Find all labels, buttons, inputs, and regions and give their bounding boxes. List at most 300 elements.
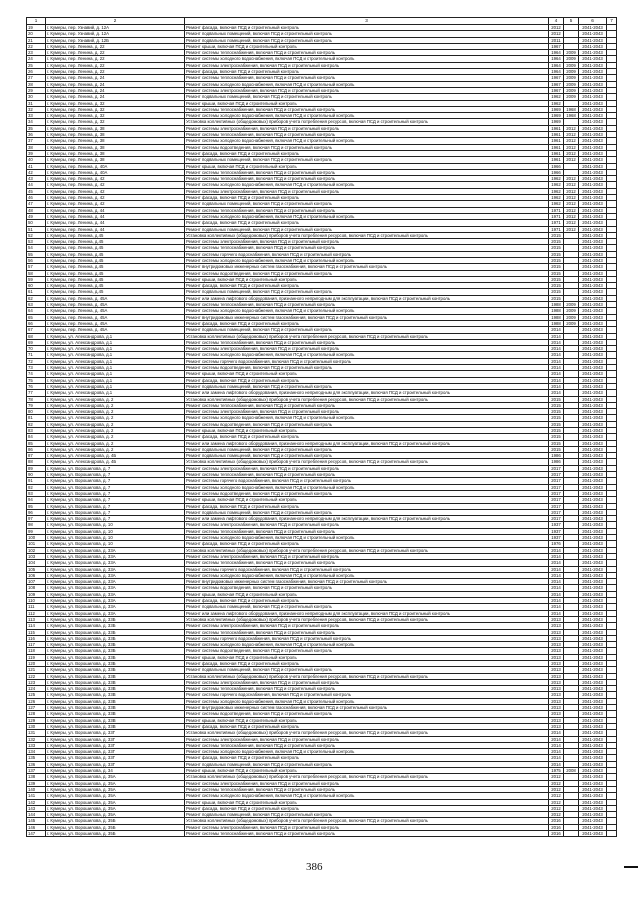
work-type-cell: Ремонт системы электроснабжения, включая ПСД и строительный контроль xyxy=(185,409,549,415)
build-year-cell: 2016 xyxy=(549,818,564,824)
work-type-cell: Ремонт системы холодного водоснабжения, включая ПСД и строительный контроль xyxy=(185,257,549,263)
planned-period-cell: 2041-2043 xyxy=(579,428,607,434)
row-number-cell: 53 xyxy=(27,239,46,245)
row-number-cell: 20 xyxy=(27,31,46,37)
row-number-cell: 44 xyxy=(27,182,46,188)
build-year-cell: 2013 xyxy=(549,635,564,641)
work-type-cell: Ремонт подвальных помещений, включая ПСД и строительный контроль xyxy=(185,31,549,37)
work-type-cell: Ремонт системы водоотведения, включая ПСД и строительный контроль xyxy=(185,490,549,496)
row-number-cell: 93 xyxy=(27,490,46,496)
planned-period-cell: 2041-2043 xyxy=(579,365,607,371)
planned-period-cell: 2041-2043 xyxy=(579,119,607,125)
row-number-cell: 29 xyxy=(27,87,46,93)
address-cell: г. Кумеры, ул. Ворошилова, д. 33А xyxy=(46,598,185,604)
planned-period-cell: 2041-2043 xyxy=(579,239,607,245)
row-number-cell: 37 xyxy=(27,138,46,144)
work-type-cell: Ремонт подвальных помещений, включая ПСД и строительный контроль xyxy=(185,157,549,163)
planned-period-cell: 2041-2043 xyxy=(579,799,607,805)
work-type-cell: Ремонт системы водоотведения, включая ПСД и строительный контроль xyxy=(185,365,549,371)
repair-year-cell: 2012 xyxy=(564,176,579,182)
planned-period-cell: 2041-2043 xyxy=(579,81,607,87)
row-number-cell: 95 xyxy=(27,503,46,509)
work-type-cell: Ремонт фасада, включая ПСД и строительный контроль xyxy=(185,755,549,761)
row-number-cell: 36 xyxy=(27,132,46,138)
address-cell: г. Кумеры, ул. Ворошилова, д. 33Б xyxy=(46,616,185,622)
build-year-cell: 2015 xyxy=(549,270,564,276)
build-year-cell: 2012 xyxy=(549,774,564,780)
planned-period-cell: 2041-2043 xyxy=(579,692,607,698)
row-number-cell: 86 xyxy=(27,446,46,452)
build-year-cell: 1961 xyxy=(549,138,564,144)
address-cell: г. Кумеры, ул. Ворошилова, д. 33А xyxy=(46,585,185,591)
work-type-cell: Ремонт системы холодного водоснабжения, включая ПСД и строительный контроль xyxy=(185,698,549,704)
address-cell: г. Кумеры, пер. Ленина, д. 24 xyxy=(46,94,185,100)
row-number-cell: 27 xyxy=(27,75,46,81)
row-number-cell: 83 xyxy=(27,428,46,434)
planned-period-cell: 2041-2043 xyxy=(579,195,607,201)
work-type-cell: Ремонт фасада, включая ПСД и строительный контроль xyxy=(185,805,549,811)
build-year-cell: 2016 xyxy=(549,831,564,837)
work-type-cell: Ремонт системы электроснабжения, включая ПСД и строительный контроль xyxy=(185,736,549,742)
row-number-cell: 98 xyxy=(27,522,46,528)
row-number-cell: 51 xyxy=(27,226,46,232)
build-year-cell: 2015 xyxy=(549,283,564,289)
address-cell: г. Кумеры, ул. Ворошилова, д. 33Б xyxy=(46,629,185,635)
work-type-cell: Ремонт системы теплоснабжения, включая ПСД и строительный контроль xyxy=(185,207,549,213)
work-type-cell: Ремонт системы теплоснабжения, включая ПСД и строительный контроль xyxy=(185,245,549,251)
row-number-cell: 73 xyxy=(27,365,46,371)
build-year-cell: 2014 xyxy=(549,585,564,591)
work-type-cell: Ремонт или замена лифтового оборудования, признанного непригодным для эксплуатации, включая ПСД и строительный контроль xyxy=(185,295,549,301)
address-cell: г. Кумеры, ул. Ворошилова, д. 33В xyxy=(46,673,185,679)
build-year-cell: 2014 xyxy=(549,553,564,559)
work-type-cell: Установка коллективных (общедомовых) приборов учета потребления ресурсов, включая ПСД и строительный контроль xyxy=(185,396,549,402)
build-year-cell: 1961 xyxy=(549,125,564,131)
row-number-cell: 127 xyxy=(27,705,46,711)
address-cell: г. Кумеры, ул. Ворошилова, д. 33В xyxy=(46,711,185,717)
repair-year-cell: 2012 xyxy=(564,201,579,207)
planned-period-cell: 2041-2043 xyxy=(579,616,607,622)
address-cell: г. Кумеры, пер. Узнавий, д. 12А xyxy=(46,25,185,31)
repair-year-cell: 2012 xyxy=(564,150,579,156)
row-number-cell: 92 xyxy=(27,484,46,490)
planned-period-cell: 2041-2043 xyxy=(579,812,607,818)
work-type-cell: Ремонт крыши, включая ПСД и строительный контроль xyxy=(185,591,549,597)
planned-period-cell: 2041-2043 xyxy=(579,25,607,31)
address-cell: г. Кумеры, ул. Ворошилова, д. 33Б xyxy=(46,667,185,673)
work-type-cell: Ремонт системы водоотведения, включая ПСД и строительный контроль xyxy=(185,421,549,427)
row-number-cell: 139 xyxy=(27,780,46,786)
row-number-cell: 87 xyxy=(27,453,46,459)
build-year-cell: 2014 xyxy=(549,547,564,553)
planned-period-cell: 2041-2043 xyxy=(579,150,607,156)
row-number-cell: 123 xyxy=(27,679,46,685)
address-cell: г. Кумеры, пер. Ленина, д. 38 xyxy=(46,125,185,131)
address-cell: г. Кумеры, ул. Ворошилова, д. 7 xyxy=(46,478,185,484)
address-cell: г. Кумеры, ул. Александрова, д. 2 xyxy=(46,402,185,408)
planned-period-cell: 2041-2043 xyxy=(579,604,607,610)
build-year-cell: 1962 xyxy=(549,100,564,106)
address-cell: г. Кумеры, ул. Ворошилова, д. 7 xyxy=(46,516,185,522)
work-type-cell: Ремонт подвальных помещений, включая ПСД и строительный контроль xyxy=(185,94,549,100)
address-cell: г. Кумеры, ул. Ворошилова, д. 34 xyxy=(46,768,185,774)
work-type-cell: Установка коллективных (общедомовых) приборов учета потребления ресурсов, включая ПСД и строительный контроль xyxy=(185,119,549,125)
page-number: 386 xyxy=(306,861,323,873)
row-number-cell: 60 xyxy=(27,283,46,289)
table-header xyxy=(27,18,617,25)
address-cell: г. Кумеры, ул. Ворошилова, д. 35Б xyxy=(46,818,185,824)
build-year-cell: 2013 xyxy=(549,623,564,629)
address-cell: г. Кумеры, ул. Ворошилова, д. 35А xyxy=(46,793,185,799)
address-cell: г. Кумеры, пер. Ленина, д. 42 xyxy=(46,182,185,188)
work-type-cell: Ремонт системы электроснабжения, включая ПСД и строительный контроль xyxy=(185,125,549,131)
address-cell: г. Кумеры, пер. Ленина, д. 22 xyxy=(46,62,185,68)
planned-period-cell: 2041-2043 xyxy=(579,125,607,131)
work-type-cell: Ремонт системы водоотведения, включая ПСД и строительный контроль xyxy=(185,648,549,654)
build-year-cell: 2015 xyxy=(549,402,564,408)
build-year-cell: 1988 xyxy=(549,302,564,308)
build-year-cell: 2015 xyxy=(549,251,564,257)
build-year-cell: 1961 xyxy=(549,150,564,156)
work-type-cell: Ремонт системы водоотведения, включая ПСД и строительный контроль xyxy=(185,711,549,717)
work-type-cell: Ремонт системы холодного водоснабжения, включая ПСД и строительный контроль xyxy=(185,642,549,648)
repair-year-cell: 2012 xyxy=(564,144,579,150)
row-number-cell: 28 xyxy=(27,81,46,87)
header-col-1: 1 xyxy=(27,18,46,25)
work-type-cell: Ремонт подвальных помещений, включая ПСД и строительный контроль xyxy=(185,667,549,673)
address-cell: г. Кумеры, ул. Ворошилова, д. 10 xyxy=(46,522,185,528)
build-year-cell: 2013 xyxy=(549,654,564,660)
work-type-cell: Ремонт фасада, включая ПСД и строительный контроль xyxy=(185,503,549,509)
address-cell: г. Кумеры, пер. Ленина, д. 22 xyxy=(46,69,185,75)
address-cell: г. Кумеры, ул. Александрова, д.1 xyxy=(46,358,185,364)
planned-period-cell: 2041-2043 xyxy=(579,610,607,616)
build-year-cell: 2012 xyxy=(549,786,564,792)
row-number-cell: 126 xyxy=(27,698,46,704)
build-year-cell: 2014 xyxy=(549,579,564,585)
work-type-cell: Ремонт фасада, включая ПСД и строительный контроль xyxy=(185,150,549,156)
build-year-cell: 2013 xyxy=(549,673,564,679)
register-table xyxy=(26,17,617,837)
work-type-cell: Ремонт подвальных помещений, включая ПСД и строительный контроль xyxy=(185,201,549,207)
work-type-cell: Ремонт фасада, включая ПСД и строительный контроль xyxy=(185,195,549,201)
planned-period-cell: 2041-2043 xyxy=(579,201,607,207)
row-number-cell: 57 xyxy=(27,264,46,270)
work-type-cell: Ремонт системы теплоснабжения, включая ПСД и строительный контроль xyxy=(185,686,549,692)
build-year-cell: 2015 xyxy=(549,415,564,421)
planned-period-cell: 2041-2043 xyxy=(579,453,607,459)
address-cell: г. Кумеры, ул. Ворошилова, д. 35А xyxy=(46,799,185,805)
address-cell: г. Кумеры, пер. Ленина, д. 44 xyxy=(46,220,185,226)
work-type-cell: Ремонт системы теплоснабжения, включая ПСД и строительный контроль xyxy=(185,629,549,635)
planned-period-cell: 2041-2043 xyxy=(579,679,607,685)
work-type-cell: Ремонт подвальных помещений, включая ПСД и строительный контроль xyxy=(185,509,549,515)
planned-period-cell: 2041-2043 xyxy=(579,163,607,169)
work-type-cell: Ремонт системы теплоснабжения, включая ПСД и строительный контроль xyxy=(185,50,549,56)
header-col-3: 3 xyxy=(185,18,549,25)
row-number-cell: 117 xyxy=(27,642,46,648)
work-type-cell: Ремонт системы электроснабжения, включая ПСД и строительный контроль xyxy=(185,346,549,352)
planned-period-cell: 2041-2043 xyxy=(579,314,607,320)
planned-period-cell: 2041-2043 xyxy=(579,377,607,383)
planned-period-cell: 2041-2043 xyxy=(579,509,607,515)
row-number-cell: 84 xyxy=(27,434,46,440)
work-type-cell: Ремонт подвальных помещений, включая ПСД и строительный контроль xyxy=(185,446,549,452)
work-type-cell: Ремонт системы электроснабжения, включая ПСД и строительный контроль xyxy=(185,553,549,559)
address-cell: г. Кумеры, пер. Ленина, д. 40А xyxy=(46,163,185,169)
address-cell: г. Кумеры, пер. Ленина, д. 40А xyxy=(46,169,185,175)
row-number-cell: 59 xyxy=(27,276,46,282)
build-year-cell: 2012 xyxy=(549,812,564,818)
work-type-cell: Ремонт системы теплоснабжения, включая ПСД и строительный контроль xyxy=(185,742,549,748)
planned-period-cell: 2041-2043 xyxy=(579,320,607,326)
address-cell: г. Кумеры, ул. Ворошилова, д. 33А xyxy=(46,610,185,616)
row-number-cell: 97 xyxy=(27,516,46,522)
repair-year-cell: 2012 xyxy=(564,213,579,219)
build-year-cell: 2013 xyxy=(549,667,564,673)
row-number-cell: 52 xyxy=(27,232,46,238)
row-number-cell: 46 xyxy=(27,195,46,201)
address-cell: г. Кумеры, пер. Ленина, д.45 xyxy=(46,270,185,276)
row-number-cell: 121 xyxy=(27,667,46,673)
address-cell: г. Кумеры, ул. Ворошилова, д. 33А xyxy=(46,572,185,578)
row-number-cell: 56 xyxy=(27,257,46,263)
work-type-cell: Ремонт системы теплоснабжения, включая ПСД и строительный контроль xyxy=(185,302,549,308)
row-number-cell: 25 xyxy=(27,62,46,68)
header-col-7: 7 xyxy=(607,18,617,25)
address-cell: г. Кумеры, пер. Узнавий, д. 12Б xyxy=(46,37,185,43)
address-cell: г. Кумеры, пер. Ленина, д. 38 xyxy=(46,144,185,150)
row-number-cell: 42 xyxy=(27,169,46,175)
planned-period-cell: 2041-2043 xyxy=(579,793,607,799)
work-type-cell: Ремонт системы горячего водоснабжения, включая ПСД и строительный контроль xyxy=(185,635,549,641)
work-type-cell: Ремонт подвальных помещений, включая ПСД и строительный контроль xyxy=(185,289,549,295)
planned-period-cell: 2041-2043 xyxy=(579,182,607,188)
build-year-cell: 1962 xyxy=(549,195,564,201)
build-year-cell: 1964 xyxy=(549,69,564,75)
work-type-cell: Ремонт внутридомовых инженерных систем газоснабжения, включая ПСД и строительный контроль xyxy=(185,705,549,711)
address-cell: г. Кумеры, пер. Ленина, д. 22 xyxy=(46,56,185,62)
row-number-cell: 34 xyxy=(27,119,46,125)
build-year-cell: 2017 xyxy=(549,490,564,496)
build-year-cell: 2014 xyxy=(549,742,564,748)
build-year-cell: 1937 xyxy=(549,528,564,534)
build-year-cell: 2017 xyxy=(549,497,564,503)
planned-period-cell: 2041-2043 xyxy=(579,113,607,119)
row-number-cell: 70 xyxy=(27,346,46,352)
work-type-cell: Ремонт системы электроснабжения, включая ПСД и строительный контроль xyxy=(185,679,549,685)
row-number-cell: 146 xyxy=(27,824,46,830)
work-type-cell: Ремонт системы водоотведения, включая ПСД и строительный контроль xyxy=(185,144,549,150)
row-number-cell: 106 xyxy=(27,572,46,578)
address-cell: г. Кумеры, ул. Александрова, д.1 xyxy=(46,346,185,352)
planned-period-cell: 2041-2043 xyxy=(579,755,607,761)
build-year-cell: 2017 xyxy=(549,484,564,490)
work-type-cell: Ремонт системы электроснабжения, включая ПСД и строительный контроль xyxy=(185,522,549,528)
planned-period-cell: 2041-2043 xyxy=(579,270,607,276)
work-type-cell: Ремонт крыши, включая ПСД и строительный контроль xyxy=(185,799,549,805)
planned-period-cell: 2041-2043 xyxy=(579,660,607,666)
address-cell: г. Кумеры, ул. Ворошилова, д. 35Б xyxy=(46,824,185,830)
build-year-cell: 2014 xyxy=(549,371,564,377)
work-type-cell: Ремонт или замена лифтового оборудования, признанного непригодным для эксплуатации, включая ПСД и строительный контроль xyxy=(185,440,549,446)
planned-period-cell: 2041-2043 xyxy=(579,176,607,182)
planned-period-cell: 2041-2043 xyxy=(579,490,607,496)
planned-period-cell: 2041-2043 xyxy=(579,749,607,755)
address-cell: г. Кумеры, ул. Александрова, д.1 xyxy=(46,339,185,345)
row-number-cell: 30 xyxy=(27,94,46,100)
build-year-cell: 2012 xyxy=(549,805,564,811)
build-year-cell: 2014 xyxy=(549,390,564,396)
row-number-cell: 100 xyxy=(27,535,46,541)
row-number-cell: 64 xyxy=(27,308,46,314)
row-number-cell: 113 xyxy=(27,616,46,622)
work-type-cell: Установка коллективных (общедомовых) приборов учета потребления ресурсов, включая ПСД и строительный контроль xyxy=(185,333,549,339)
planned-period-cell: 2041-2043 xyxy=(579,805,607,811)
build-year-cell: 2017 xyxy=(549,516,564,522)
row-number-cell: 116 xyxy=(27,635,46,641)
table-body xyxy=(27,25,617,837)
address-cell: г. Кумеры, пер. Ленина, д. 44 xyxy=(46,207,185,213)
repair-year-cell: 2012 xyxy=(564,138,579,144)
work-type-cell: Ремонт или замена лифтового оборудования, признанного непригодным для эксплуатации, включая ПСД и строительный контроль xyxy=(185,516,549,522)
address-cell: г. Кумеры, ул. Ворошилова, д. 33Б xyxy=(46,648,185,654)
row-number-cell: 99 xyxy=(27,528,46,534)
address-cell: г. Кумеры, пер. Ленина, д. 38 xyxy=(46,138,185,144)
planned-period-cell: 2041-2043 xyxy=(579,226,607,232)
build-year-cell: 2013 xyxy=(549,660,564,666)
planned-period-cell: 2041-2043 xyxy=(579,257,607,263)
build-year-cell: 2015 xyxy=(549,257,564,263)
address-cell: г. Кумеры, пер. Ленина, д. 45А xyxy=(46,314,185,320)
address-cell: г. Кумеры, пер. Ленина, д. 38 xyxy=(46,132,185,138)
address-cell: г. Кумеры, пер. Ленина, д.45 xyxy=(46,264,185,270)
planned-period-cell: 2041-2043 xyxy=(579,516,607,522)
build-year-cell: 1964 xyxy=(549,50,564,56)
row-number-cell: 48 xyxy=(27,207,46,213)
planned-period-cell: 2041-2043 xyxy=(579,371,607,377)
planned-period-cell: 2041-2043 xyxy=(579,207,607,213)
address-cell: г. Кумеры, ул. Ворошилова, д. 33Г xyxy=(46,736,185,742)
build-year-cell: 2014 xyxy=(549,755,564,761)
work-type-cell: Ремонт крыши, включая ПСД и строительный контроль xyxy=(185,100,549,106)
build-year-cell: 1962 xyxy=(549,182,564,188)
row-number-cell: 119 xyxy=(27,654,46,660)
build-year-cell: 2017 xyxy=(549,478,564,484)
row-number-cell: 39 xyxy=(27,150,46,156)
planned-period-cell: 2041-2043 xyxy=(579,528,607,534)
row-number-cell: 130 xyxy=(27,723,46,729)
row-number-cell: 104 xyxy=(27,560,46,566)
build-year-cell: 2014 xyxy=(549,327,564,333)
planned-period-cell: 2041-2043 xyxy=(579,553,607,559)
planned-period-cell: 2041-2043 xyxy=(579,585,607,591)
row-number-cell: 143 xyxy=(27,805,46,811)
row-number-cell: 96 xyxy=(27,509,46,515)
row-number-cell: 61 xyxy=(27,289,46,295)
planned-period-cell: 2041-2043 xyxy=(579,333,607,339)
address-cell: г. Кумеры, ул. Ворошилова, д. 10 xyxy=(46,528,185,534)
planned-period-cell: 2041-2043 xyxy=(579,535,607,541)
planned-period-cell: 2041-2043 xyxy=(579,698,607,704)
repair-year-cell: 2009 xyxy=(564,94,579,100)
build-year-cell: 1961 xyxy=(549,144,564,150)
work-type-cell: Установка коллективных (общедомовых) приборов учета потребления ресурсов, включая ПСД и строительный контроль xyxy=(185,774,549,780)
row-number-cell: 88 xyxy=(27,459,46,465)
row-number-cell: 47 xyxy=(27,201,46,207)
planned-period-cell: 2041-2043 xyxy=(579,157,607,163)
build-year-cell: 2015 xyxy=(549,245,564,251)
build-year-cell: 1988 xyxy=(549,320,564,326)
build-year-cell: 1986 xyxy=(549,453,564,459)
planned-period-cell: 2041-2043 xyxy=(579,56,607,62)
work-type-cell: Ремонт фасада, включая ПСД и строительный контроль xyxy=(185,320,549,326)
build-year-cell: 2013 xyxy=(549,679,564,685)
planned-period-cell: 2041-2043 xyxy=(579,717,607,723)
work-type-cell: Установка коллективных (общедомовых) приборов учета потребления ресурсов, включая ПСД и строительный контроль xyxy=(185,730,549,736)
work-type-cell: Ремонт фасада, включая ПСД и строительный контроль xyxy=(185,69,549,75)
header-col-2: 2 xyxy=(46,18,185,25)
row-number-cell: 91 xyxy=(27,478,46,484)
address-cell: г. Кумеры, ул. Ворошилова, д. 7 xyxy=(46,465,185,471)
build-year-cell: 2015 xyxy=(549,264,564,270)
address-cell: г. Кумеры, пер. Ленина, д. 24 xyxy=(46,87,185,93)
address-cell: г. Кумеры, пер. Ленина, д.45 xyxy=(46,232,185,238)
row-number-cell: 138 xyxy=(27,774,46,780)
row-number-cell: 140 xyxy=(27,786,46,792)
planned-period-cell: 2041-2043 xyxy=(579,220,607,226)
address-cell: г. Кумеры, ул. Ворошилова, д. 35А xyxy=(46,780,185,786)
row-number-cell: 32 xyxy=(27,106,46,112)
row-number-cell: 40 xyxy=(27,157,46,163)
planned-period-cell: 2041-2043 xyxy=(579,598,607,604)
row-number-cell: 66 xyxy=(27,320,46,326)
work-type-cell: Ремонт системы теплоснабжения, включая ПСД и строительный контроль xyxy=(185,132,549,138)
planned-period-cell: 2041-2043 xyxy=(579,635,607,641)
work-type-cell: Ремонт системы теплоснабжения, включая ПСД и строительный контроль xyxy=(185,176,549,182)
row-number-cell: 23 xyxy=(27,50,46,56)
build-year-cell: 1976 xyxy=(549,541,564,547)
address-cell: г. Кумеры, ул. Ворошилова, д. 33В xyxy=(46,686,185,692)
row-number-cell: 21 xyxy=(27,37,46,43)
row-number-cell: 108 xyxy=(27,585,46,591)
build-year-cell: 1967 xyxy=(549,43,564,49)
address-cell: г. Кумеры, пер. Ленина, д. 22 xyxy=(46,43,185,49)
address-cell: г. Кумеры, ул. Ворошилова, д. 7 xyxy=(46,503,185,509)
address-cell: г. Кумеры, пер. Ленина, д. 32 xyxy=(46,113,185,119)
work-type-cell: Ремонт фасада, включая ПСД и строительный контроль xyxy=(185,434,549,440)
row-number-cell: 102 xyxy=(27,547,46,553)
build-year-cell: 1986 xyxy=(549,459,564,465)
address-cell: г. Кумеры, ул. Ворошилова, д. 33В xyxy=(46,692,185,698)
build-year-cell: 2014 xyxy=(549,591,564,597)
build-year-cell: 2015 xyxy=(549,434,564,440)
planned-period-cell: 2041-2043 xyxy=(579,383,607,389)
row-number-cell: 118 xyxy=(27,648,46,654)
row-number-cell: 78 xyxy=(27,396,46,402)
planned-period-cell: 2041-2043 xyxy=(579,213,607,219)
repair-year-cell: 2012 xyxy=(564,226,579,232)
work-type-cell: Ремонт крыши, включая ПСД и строительный контроль xyxy=(185,163,549,169)
planned-period-cell: 2041-2043 xyxy=(579,497,607,503)
work-type-cell: Ремонт системы холодного водоснабжения, включая ПСД и строительный контроль xyxy=(185,81,549,87)
build-year-cell: 2013 xyxy=(549,642,564,648)
work-type-cell: Ремонт системы холодного водоснабжения, включая ПСД и строительный контроль xyxy=(185,56,549,62)
build-year-cell: 2015 xyxy=(549,421,564,427)
build-year-cell: 2014 xyxy=(549,339,564,345)
address-cell: г. Кумеры, ул. Александрова, д. 2 xyxy=(46,440,185,446)
planned-period-cell: 2041-2043 xyxy=(579,421,607,427)
